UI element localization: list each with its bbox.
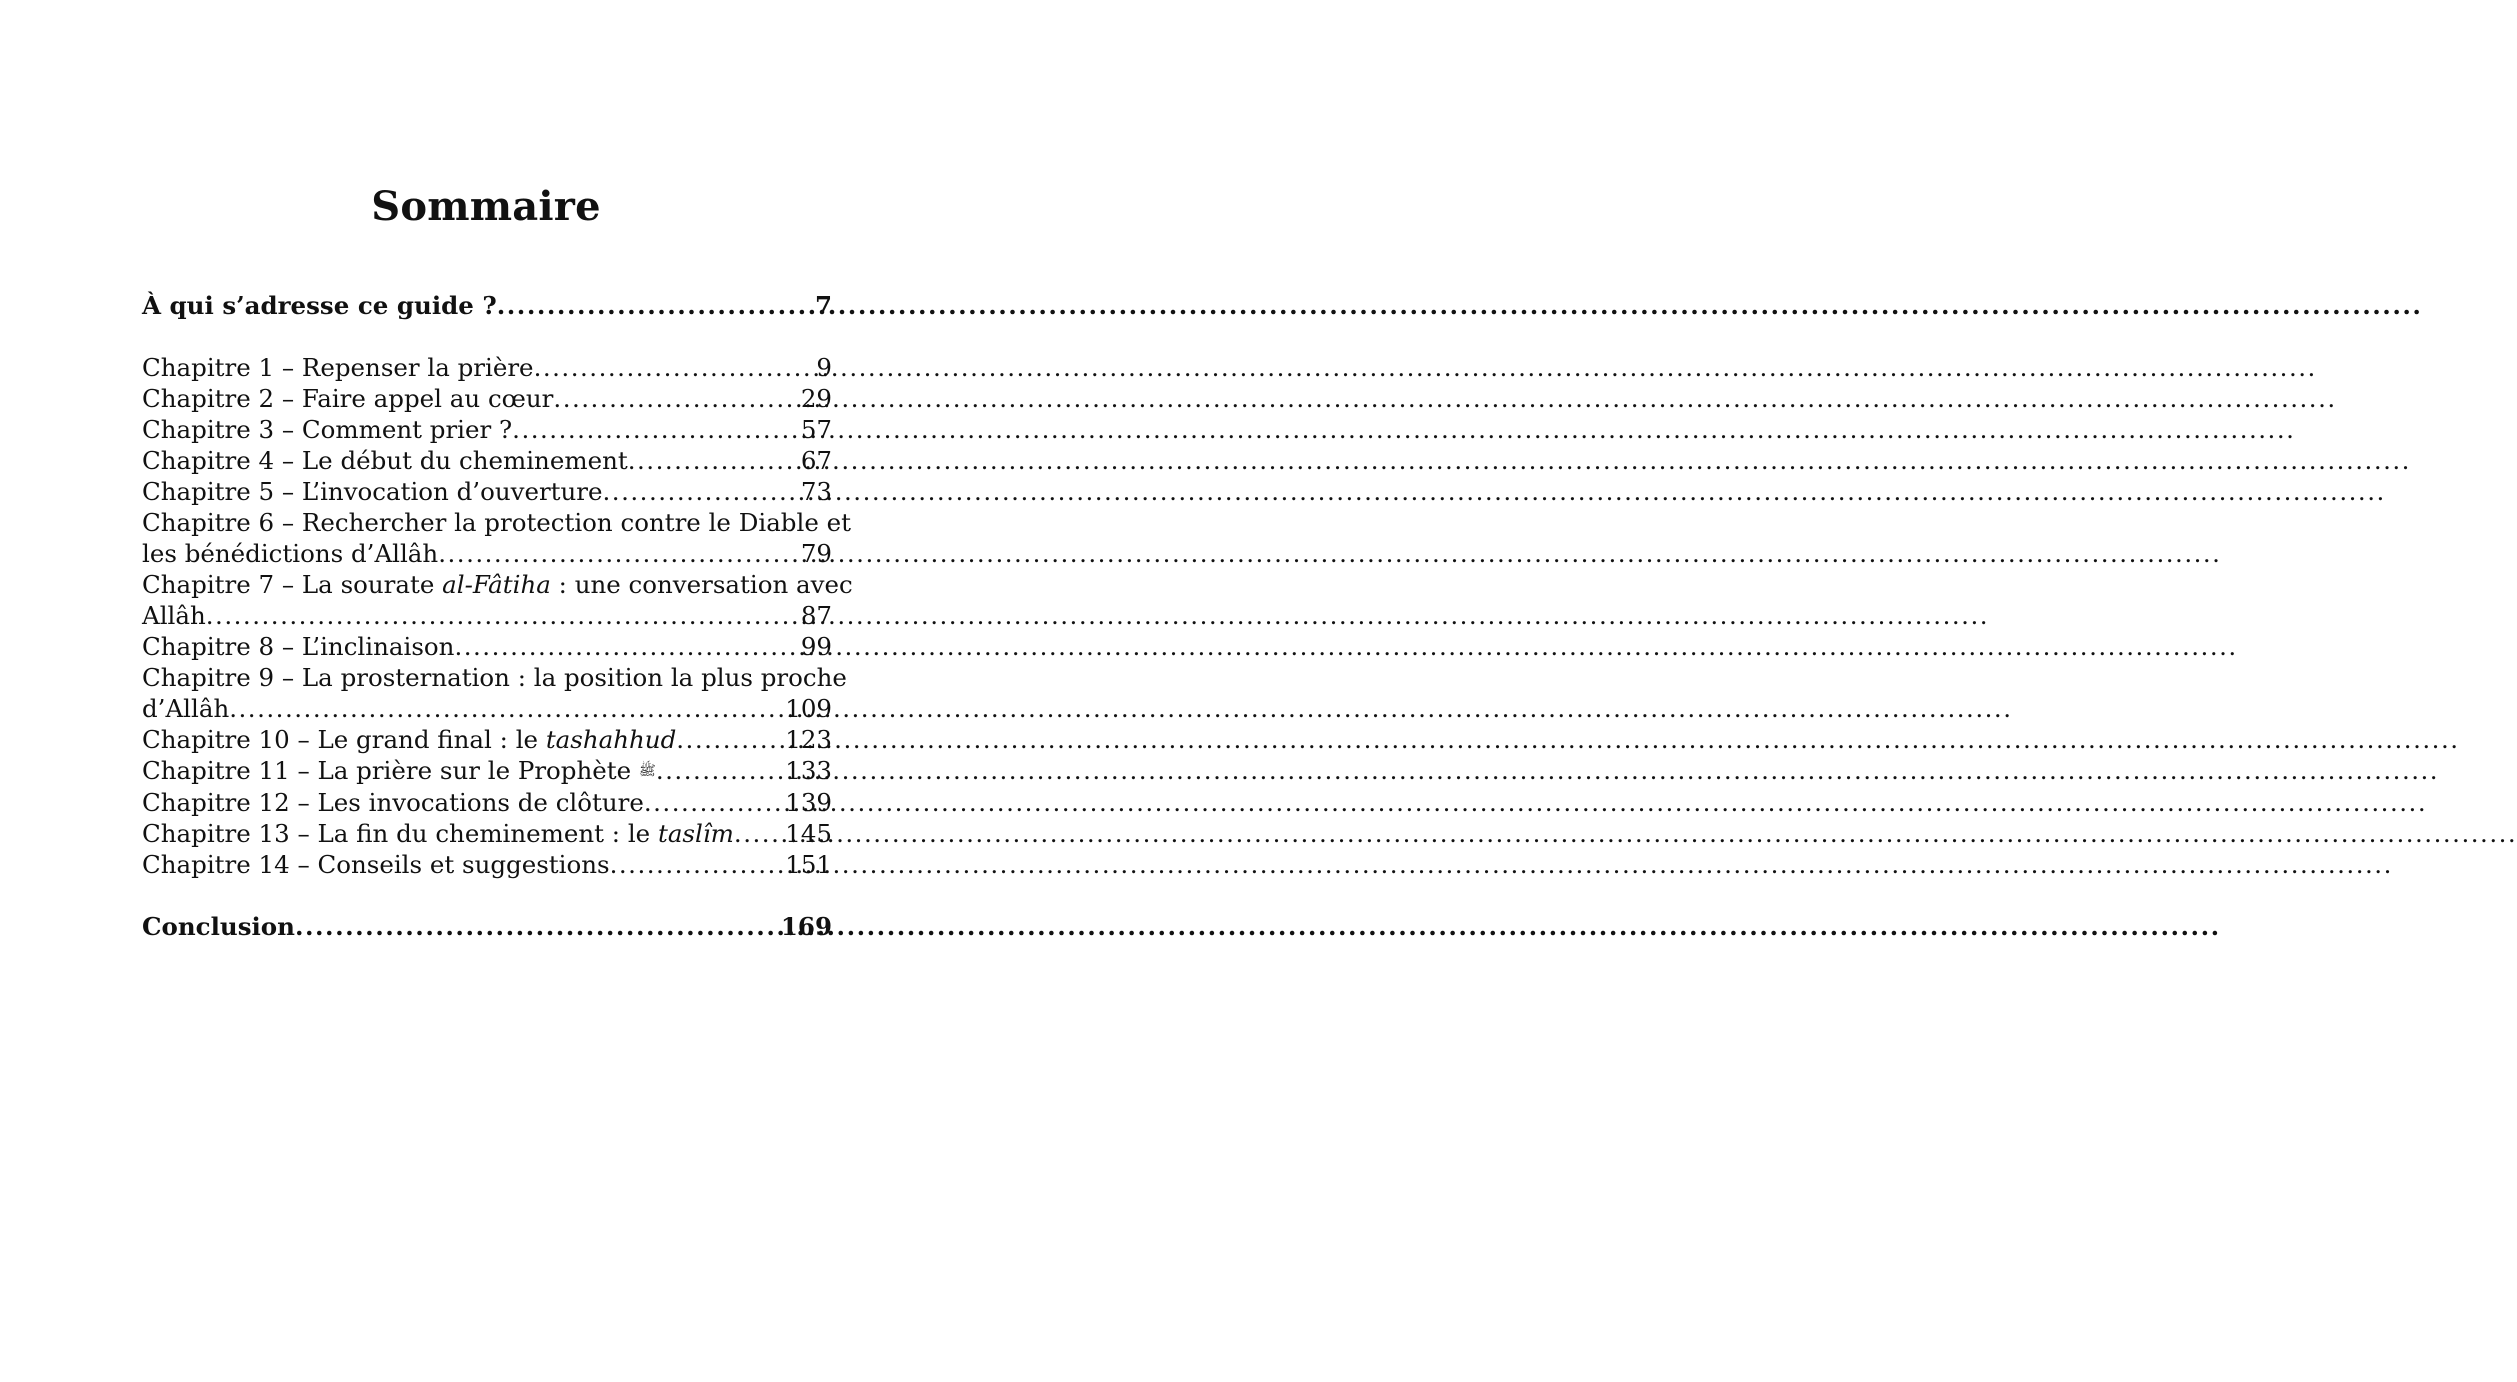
toc-page-number: 67 bbox=[800, 446, 832, 475]
toc-page-number: 7 bbox=[814, 291, 832, 320]
toc-entry-label: Chapitre 12 – Les invocations de clôture bbox=[142, 788, 644, 817]
label-text: Chapitre 13 – La fin du cheminement : le bbox=[142, 819, 658, 848]
toc-page-number: 109 bbox=[785, 694, 832, 723]
toc-entry-chapter-4[interactable] bbox=[142, 445, 832, 476]
toc-entry-chapter-3[interactable] bbox=[142, 414, 832, 445]
label-text: : une conversation avec bbox=[550, 570, 853, 599]
toc-page-number: 57 bbox=[800, 415, 832, 444]
dot-leader bbox=[603, 476, 797, 507]
dot-leader bbox=[229, 693, 781, 724]
salutation-seal-icon: ﷺ bbox=[638, 763, 656, 779]
dot-leader bbox=[644, 787, 781, 818]
toc-entry-label-line1: Chapitre 9 – La prosternation : la position la plus proche bbox=[142, 663, 847, 692]
toc-entry-label: Chapitre 5 – L’invocation d’ouverture bbox=[142, 477, 603, 506]
toc-entry-chapter-11[interactable] bbox=[142, 755, 832, 787]
label-text: Chapitre 11 – La prière sur le Prophète bbox=[142, 756, 639, 785]
toc-page-number: 151 bbox=[785, 850, 832, 879]
dot-leader bbox=[610, 849, 782, 880]
toc-page-number: 29 bbox=[800, 384, 832, 413]
toc-page-number: 87 bbox=[800, 601, 832, 630]
toc-entry-label bbox=[142, 755, 656, 787]
toc-entry-label: Conclusion bbox=[142, 912, 295, 941]
toc-entry-label-line2: les bénédictions d’Allâh bbox=[142, 539, 439, 568]
toc-entry-label: Chapitre 2 – Faire appel au cœur bbox=[142, 384, 554, 413]
label-italic: al-Fâtiha bbox=[442, 570, 551, 599]
dot-leader bbox=[734, 818, 781, 849]
toc-page-number: 123 bbox=[785, 725, 832, 754]
toc-entry-chapter-10[interactable] bbox=[142, 724, 832, 755]
toc-entry-label bbox=[142, 724, 676, 755]
toc-entry-label: À qui s’adresse ce guide ? bbox=[142, 291, 497, 320]
toc-entry-label: Chapitre 8 – L’inclinaison bbox=[142, 632, 455, 661]
toc-page-number: 169 bbox=[780, 912, 832, 941]
table-of-contents bbox=[142, 290, 853, 942]
toc-entry-chapter-1[interactable] bbox=[142, 352, 832, 383]
toc-entry-label bbox=[142, 818, 734, 849]
toc-entry-label-line2: Allâh bbox=[142, 601, 206, 630]
dot-leader bbox=[534, 352, 813, 383]
dot-leader bbox=[206, 600, 797, 631]
label-text: Chapitre 7 – La sourate bbox=[142, 570, 443, 599]
toc-entry-chapter-8[interactable] bbox=[142, 631, 832, 662]
toc-entry-chapter-5[interactable] bbox=[142, 476, 832, 507]
toc-entry-chapter-14[interactable] bbox=[142, 849, 832, 880]
toc-entry-label: Chapitre 1 – Repenser la prière bbox=[142, 353, 534, 382]
dot-leader bbox=[553, 383, 796, 414]
label-italic: taslîm bbox=[657, 819, 734, 848]
toc-entry-label: Chapitre 3 – Comment prier ? bbox=[142, 415, 513, 444]
dot-leader bbox=[512, 414, 797, 445]
toc-entry-label: Chapitre 14 – Conseils et suggestions bbox=[142, 850, 610, 879]
toc-page-number: 73 bbox=[800, 477, 832, 506]
toc-entry-label-line1 bbox=[142, 569, 853, 600]
toc-entry-label-line1: Chapitre 6 – Rechercher la protection contre le Diable et bbox=[142, 508, 851, 537]
toc-entry-label-line2: d’Allâh bbox=[142, 694, 230, 723]
dot-leader bbox=[295, 911, 777, 942]
toc-page-number: 145 bbox=[785, 819, 832, 848]
toc-entry-chapter-12[interactable] bbox=[142, 787, 832, 818]
dot-leader bbox=[628, 445, 797, 476]
label-text: Chapitre 10 – Le grand final : le bbox=[142, 725, 546, 754]
toc-entry-chapter-9[interactable] bbox=[142, 662, 847, 724]
dot-leader bbox=[497, 290, 811, 321]
toc-page-number: 99 bbox=[800, 632, 832, 661]
label-italic: tashahhud bbox=[545, 725, 677, 754]
dot-leader bbox=[676, 724, 781, 755]
toc-page-number: 9 bbox=[816, 353, 832, 382]
toc-entry-chapter-2[interactable] bbox=[142, 383, 832, 414]
page-title: Sommaire bbox=[371, 183, 601, 230]
dot-leader bbox=[656, 755, 781, 786]
dot-leader bbox=[454, 631, 796, 662]
toc-entry-label: Chapitre 4 – Le début du cheminement bbox=[142, 446, 628, 475]
toc-entry-chapter-7[interactable] bbox=[142, 569, 853, 631]
toc-page-number: 133 bbox=[785, 756, 832, 785]
toc-entry-chapter-13[interactable] bbox=[142, 818, 832, 849]
toc-entry-chapter-6[interactable] bbox=[142, 507, 851, 569]
dot-leader bbox=[438, 538, 797, 569]
toc-page-number: 79 bbox=[800, 539, 832, 568]
toc-page-number: 139 bbox=[785, 788, 832, 817]
toc-entry-intro[interactable] bbox=[142, 290, 832, 321]
toc-entry-conclusion[interactable] bbox=[142, 911, 832, 942]
